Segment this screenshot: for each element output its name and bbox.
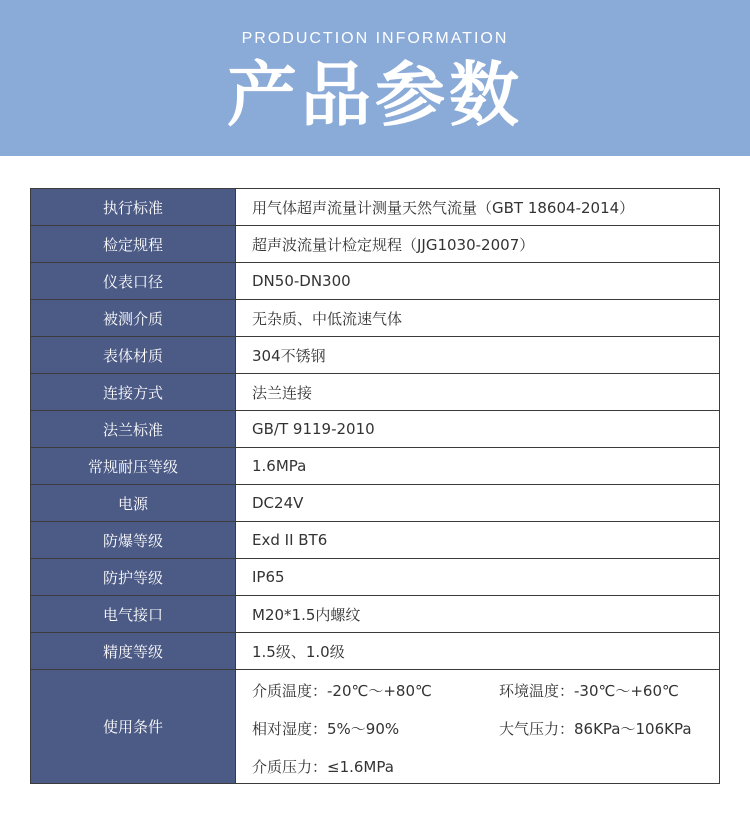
spec-label: 执行标准 (31, 189, 236, 226)
medium-pressure: 介质压力：≤1.6MPa (252, 758, 394, 776)
table-row (31, 337, 720, 374)
table-row (31, 633, 720, 670)
spec-value: M20*1.5内螺纹 (236, 596, 720, 633)
table-row (31, 189, 720, 226)
spec-label: 常规耐压等级 (31, 448, 236, 485)
table-row (31, 226, 720, 263)
spec-label: 连接方式 (31, 374, 236, 411)
table-row-conditions (31, 670, 720, 784)
table-row (31, 374, 720, 411)
spec-value: 304不锈钢 (236, 337, 720, 374)
table-row (31, 263, 720, 300)
spec-label: 防护等级 (31, 559, 236, 596)
spec-label: 防爆等级 (31, 522, 236, 559)
table-row (31, 522, 720, 559)
spec-label: 精度等级 (31, 633, 236, 670)
spec-label: 表体材质 (31, 337, 236, 374)
spec-table (30, 188, 720, 784)
spec-value: 1.5级、1.0级 (236, 633, 720, 670)
spec-value: 用气体超声流量计测量天然气流量（GBT 18604-2014） (236, 189, 720, 226)
header-subtitle: PRODUCTION INFORMATION (241, 30, 509, 47)
spec-value: 超声波流量计检定规程（JJG1030-2007） (236, 226, 720, 263)
spec-label: 使用条件 (31, 670, 236, 784)
spec-value: GB/T 9119-2010 (236, 411, 720, 448)
spec-label: 法兰标准 (31, 411, 236, 448)
spec-label: 检定规程 (31, 226, 236, 263)
spec-label: 被测介质 (31, 300, 236, 337)
spec-value: Exd II BT6 (236, 522, 720, 559)
spec-value: DC24V (236, 485, 720, 522)
table-row (31, 559, 720, 596)
spec-value: 无杂质、中低流速气体 (236, 300, 720, 337)
spec-value: 1.6MPa (236, 448, 720, 485)
ambient-temperature: 环境温度：-30℃～+60℃ (499, 682, 679, 700)
table-row (31, 300, 720, 337)
relative-humidity: 相对湿度：5%～90% (252, 720, 400, 738)
medium-temperature: 介质温度：-20℃～+80℃ (252, 682, 432, 700)
table-row (31, 411, 720, 448)
atmospheric-pressure: 大气压力：86KPa～106KPa (499, 720, 692, 738)
spec-value: IP65 (236, 559, 720, 596)
table-row (31, 485, 720, 522)
conditions-cell (236, 670, 720, 784)
table-row (31, 596, 720, 633)
header-banner (0, 0, 750, 156)
spec-value: 法兰连接 (236, 374, 720, 411)
spec-value: DN50-DN300 (236, 263, 720, 300)
conditions-grid (252, 670, 719, 783)
spec-label: 电源 (31, 485, 236, 522)
spec-label: 电气接口 (31, 596, 236, 633)
page-title: 产品参数 (227, 53, 523, 136)
table-row (31, 448, 720, 485)
spec-label: 仪表口径 (31, 263, 236, 300)
